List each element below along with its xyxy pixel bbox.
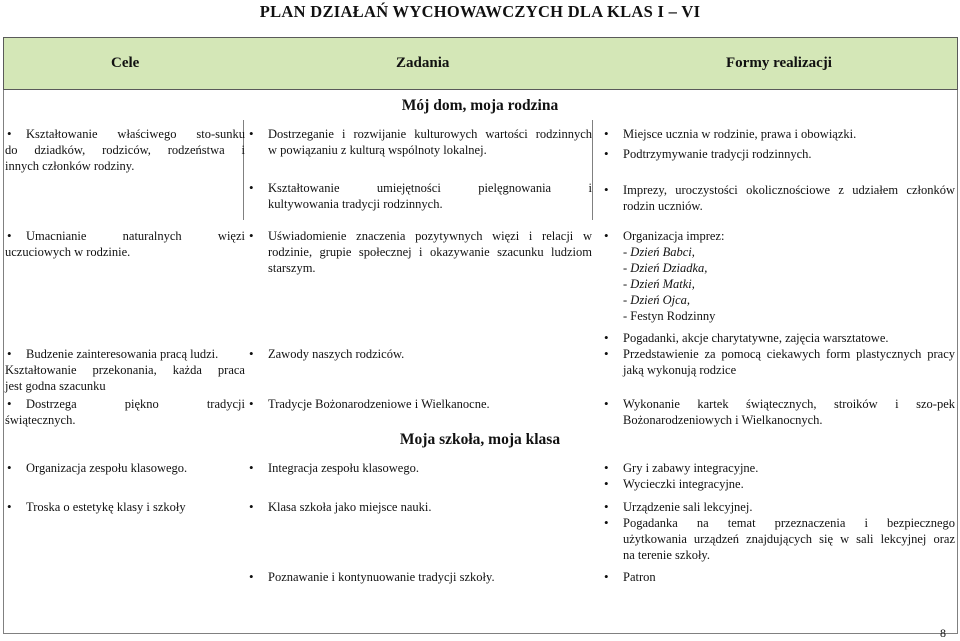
form-celebrations xyxy=(600,182,955,214)
events-list xyxy=(623,244,955,324)
task-line: starszym. xyxy=(268,261,316,275)
form-holiday-crafts xyxy=(600,396,955,428)
task-line: • Zawody naszych rodziców. xyxy=(268,347,405,361)
form-line: • Wycieczki integracyjne. xyxy=(623,477,744,491)
form-line: rodzin uczniów. xyxy=(623,199,703,213)
goal-class-aesthetics xyxy=(3,499,245,515)
form-line: Bożonarodzeniowych i Wielkanocnych. xyxy=(623,413,823,427)
task-line: • Klasa szkoła jako miejsce nauki. xyxy=(268,500,432,514)
goal-line: • Troska o estetykę klasy i szkoły xyxy=(26,500,186,514)
task-learning-place xyxy=(245,499,592,515)
task-school-tradition xyxy=(245,569,592,585)
task-line: rodzinie, grupie społecznej i okazywanie szacunku ludziom xyxy=(268,245,592,259)
header-goals: Cele xyxy=(111,55,140,71)
form-games xyxy=(600,460,955,476)
header-tasks: Zadania xyxy=(396,55,450,71)
table-header xyxy=(3,37,958,90)
goal-holiday-traditions xyxy=(3,396,245,428)
goal-line: • Kształtowanie właściwego sto-sunku xyxy=(26,127,245,141)
page-number: 8 xyxy=(940,626,946,640)
goal-emotional-bonds xyxy=(3,228,245,260)
event-item: - Dzień Matki, xyxy=(623,277,695,291)
goal-line: innych członków rodziny. xyxy=(5,159,135,173)
form-events xyxy=(600,228,955,324)
form-line: • Organizacja imprez: xyxy=(623,229,725,243)
form-line: • Gry i zabawy integracyjne. xyxy=(623,461,759,475)
task-line: • Poznawanie i kontynuowanie tradycji szkoły. xyxy=(268,570,495,584)
goal-line: • Dostrzega piękno tradycji xyxy=(26,397,245,411)
form-trips xyxy=(600,476,955,492)
task-cultural-values xyxy=(245,126,592,158)
table-border-right xyxy=(957,90,958,634)
task-class-integration xyxy=(245,460,592,476)
form-line: użytkowania urządzeń znajdujących się w sali lekcyjnej oraz xyxy=(623,532,955,546)
section-title-home: Mój dom, moja rodzina xyxy=(401,97,559,114)
header-forms: Formy realizacji xyxy=(726,55,832,71)
task-parents-jobs xyxy=(245,346,592,362)
task-line: • Kształtowanie umiejętności pielęgnowania i xyxy=(268,181,592,195)
goal-line: Kształtowanie przekonania, każda praca xyxy=(5,363,245,377)
form-safety-talk xyxy=(600,515,955,563)
form-line: • Przedstawienie za pomocą ciekawych form plastycznych pracy xyxy=(623,347,955,361)
task-positive-bonds xyxy=(245,228,592,276)
form-pupil-place xyxy=(600,126,955,142)
task-holiday-traditions xyxy=(245,396,592,412)
event-item: - Dzień Babci, xyxy=(623,245,695,259)
task-line: • Uświadomienie znaczenia pozytywnych więzi i relacji w xyxy=(268,229,592,243)
form-line: • Urządzenie sali lekcyjnej. xyxy=(623,500,753,514)
goal-line: do dziadków, rodziców, rodzeństwa i xyxy=(5,143,245,157)
event-item: - Festyn Rodzinny xyxy=(623,309,716,323)
form-talks-workshops xyxy=(600,330,955,346)
goal-family-relations xyxy=(3,126,245,174)
table-border-bottom xyxy=(3,633,958,634)
goal-line: • Organizacja zespołu klasowego. xyxy=(26,461,188,475)
task-line: w powiązaniu z kulturą wspólnoty lokalnej. xyxy=(268,143,487,157)
section-title-school: Moja szkoła, moja klasa xyxy=(399,431,561,448)
form-line: na terenie szkoły. xyxy=(623,548,710,562)
task-line: kultywowania tradycji rodzinnych. xyxy=(268,197,443,211)
event-item: - Dzień Ojca, xyxy=(623,293,690,307)
form-line: • Imprezy, uroczystości okolicznościowe z udziałem członków xyxy=(623,183,955,197)
goal-line: jest godna szacunku xyxy=(5,379,106,393)
task-family-traditions xyxy=(245,180,592,212)
goal-line: • Budzenie zainteresowania pracą ludzi. xyxy=(26,347,219,361)
event-item: - Dzień Dziadka, xyxy=(623,261,708,275)
form-classroom-setup xyxy=(600,499,955,515)
goal-line: • Umacnianie naturalnych więzi xyxy=(26,229,245,243)
form-line: • Pogadanka na temat przeznaczenia i bezpiecznego xyxy=(623,516,955,530)
form-sustaining-traditions xyxy=(600,146,955,162)
col-divider xyxy=(592,120,593,220)
form-art-presentation xyxy=(600,346,955,378)
task-line: • Tradycje Bożonarodzeniowe i Wielkanocne. xyxy=(268,397,490,411)
goal-line: świątecznych. xyxy=(5,413,76,427)
task-line: • Integracja zespołu klasowego. xyxy=(268,461,419,475)
goal-line: uczuciowych w rodzinie. xyxy=(5,245,131,259)
document-title: PLAN DZIAŁAŃ WYCHOWAWCZYCH DLA KLAS I – VI xyxy=(259,2,701,21)
form-line: • Podtrzymywanie tradycji rodzinnych. xyxy=(623,147,812,161)
form-line: • Wykonanie kartek świątecznych, stroików i szo-pek xyxy=(623,397,955,411)
goal-work-interest xyxy=(3,346,245,394)
form-patron xyxy=(600,569,955,585)
form-line: jaką wykonują rodzice xyxy=(623,363,737,377)
task-line: • Dostrzeganie i rozwijanie kulturowych wartości rodzinnych xyxy=(268,127,592,141)
form-line: • Patron xyxy=(623,570,656,584)
form-line: • Pogadanki, akcje charytatywne, zajęcia warsztatowe. xyxy=(623,331,889,345)
form-line: • Miejsce ucznia w rodzinie, prawa i obowiązki. xyxy=(623,127,857,141)
goal-class-team xyxy=(3,460,245,476)
